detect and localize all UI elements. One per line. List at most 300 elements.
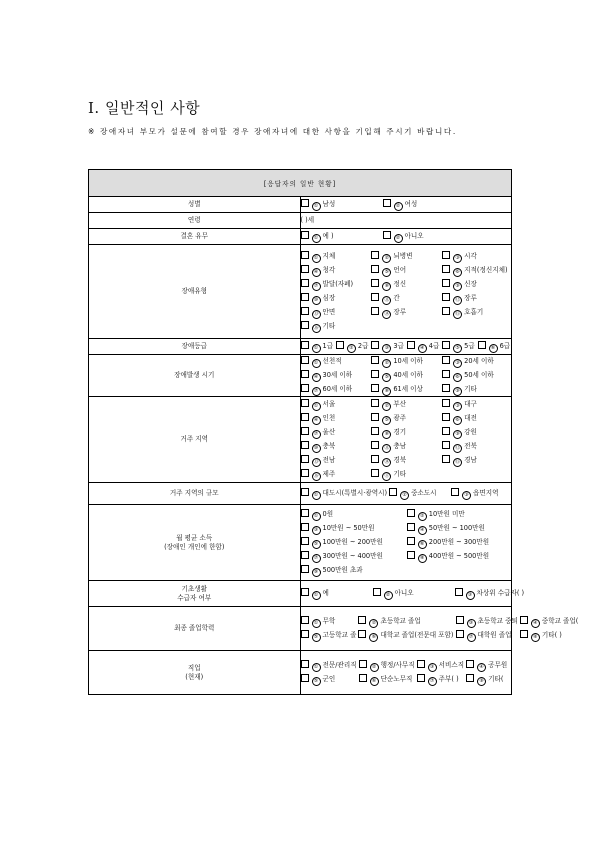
option-number: ① xyxy=(312,202,321,211)
option-item[interactable] xyxy=(455,588,525,600)
option-number: ⑤ xyxy=(382,416,391,425)
option-label: 50만원 ~ 100만원 xyxy=(428,523,485,532)
option-item[interactable] xyxy=(301,588,371,600)
option-item[interactable] xyxy=(301,216,512,225)
option-number: ④ xyxy=(531,619,540,628)
option-label: 20세 이하 xyxy=(464,356,494,365)
option-label: 여성 xyxy=(404,199,418,208)
option-label: 청각 xyxy=(322,265,336,274)
option-item[interactable] xyxy=(371,427,440,439)
option-item[interactable] xyxy=(301,384,370,396)
option-label: 경기 xyxy=(393,427,407,436)
option-number: ⑤ xyxy=(453,344,462,353)
option-number: ② xyxy=(347,344,356,353)
checkbox[interactable] xyxy=(371,341,379,349)
option-item[interactable] xyxy=(301,523,405,535)
checkbox[interactable] xyxy=(301,660,309,668)
checkbox[interactable] xyxy=(442,441,450,449)
checkbox[interactable] xyxy=(371,293,379,301)
option-item[interactable] xyxy=(407,341,440,353)
option-grid xyxy=(301,660,512,686)
option-item[interactable] xyxy=(371,441,440,453)
option-number: ⑥ xyxy=(370,677,379,686)
option-label: 언어 xyxy=(393,265,407,274)
option-item[interactable] xyxy=(301,488,388,500)
option-number: ⑥ xyxy=(453,373,462,382)
checkbox[interactable] xyxy=(407,341,415,349)
checkbox[interactable] xyxy=(466,674,474,682)
option-grid xyxy=(301,231,512,243)
option-label: 전남 xyxy=(322,455,336,464)
option-item[interactable] xyxy=(371,251,440,263)
checkbox[interactable] xyxy=(371,469,379,477)
field-label-text: 장애발생 시기 xyxy=(174,371,215,379)
checkbox[interactable] xyxy=(442,413,450,421)
checkbox[interactable] xyxy=(301,537,309,545)
form-row xyxy=(89,213,512,229)
checkbox[interactable] xyxy=(442,427,450,435)
field-options xyxy=(300,245,512,339)
option-label: 대도시(특별시·광역시) xyxy=(322,488,388,497)
option-item[interactable] xyxy=(417,674,464,686)
respondent-info-table xyxy=(88,169,579,695)
option-number: ⑦ xyxy=(467,633,476,642)
option-item[interactable] xyxy=(301,307,370,319)
checkbox[interactable] xyxy=(301,674,309,682)
option-item[interactable] xyxy=(383,231,463,243)
checkbox[interactable] xyxy=(301,265,309,273)
option-label: 지체 xyxy=(322,251,336,260)
option-item[interactable] xyxy=(442,279,511,291)
checkbox[interactable] xyxy=(466,660,474,668)
option-item[interactable] xyxy=(301,321,370,333)
checkbox[interactable] xyxy=(301,523,309,531)
checkbox[interactable] xyxy=(371,307,379,315)
option-item[interactable] xyxy=(371,356,440,368)
option-item[interactable] xyxy=(371,413,440,425)
option-grid xyxy=(301,399,512,481)
option-item[interactable] xyxy=(301,265,370,277)
checkbox[interactable] xyxy=(359,674,367,682)
table-header: [응답자의 일반 현황] xyxy=(89,170,512,197)
option-item[interactable] xyxy=(301,441,370,453)
option-item[interactable] xyxy=(359,674,415,686)
option-number: ② xyxy=(394,202,403,211)
option-label: 안면 xyxy=(322,307,336,316)
option-item[interactable] xyxy=(442,341,475,353)
checkbox[interactable] xyxy=(371,265,379,273)
option-item[interactable] xyxy=(456,630,518,642)
option-label: 4급 xyxy=(428,341,440,350)
checkbox[interactable] xyxy=(301,551,309,559)
option-label: 아니오 xyxy=(404,231,424,240)
option-item[interactable] xyxy=(301,341,334,353)
option-item[interactable] xyxy=(371,370,440,382)
checkbox[interactable] xyxy=(478,341,486,349)
option-item[interactable] xyxy=(358,616,453,628)
option-item[interactable] xyxy=(301,370,370,382)
option-item[interactable] xyxy=(466,660,511,672)
option-item[interactable] xyxy=(301,231,381,243)
checkbox[interactable] xyxy=(301,341,309,349)
option-number: ⑯ xyxy=(313,472,319,479)
option-item[interactable] xyxy=(442,370,511,382)
checkbox[interactable] xyxy=(301,199,309,207)
option-label: ( )세 xyxy=(300,216,315,224)
option-number: ① xyxy=(312,591,321,600)
checkbox[interactable] xyxy=(301,293,309,301)
option-item[interactable] xyxy=(442,399,511,411)
option-item[interactable] xyxy=(373,588,453,600)
checkbox[interactable] xyxy=(371,441,379,449)
checkbox[interactable] xyxy=(371,384,379,392)
option-item[interactable] xyxy=(466,674,511,686)
form-row xyxy=(89,581,512,607)
option-item[interactable] xyxy=(442,455,511,467)
checkbox[interactable] xyxy=(442,279,450,287)
checkbox[interactable] xyxy=(358,630,366,638)
option-number: ⑯ xyxy=(313,324,319,331)
checkbox[interactable] xyxy=(417,674,425,682)
option-number: ⑧ xyxy=(531,633,540,642)
field-options xyxy=(300,197,512,213)
option-number: ⑤ xyxy=(382,373,391,382)
checkbox[interactable] xyxy=(389,488,397,496)
option-item[interactable] xyxy=(451,488,511,500)
option-number: ⑦ xyxy=(312,282,321,291)
option-item[interactable] xyxy=(371,341,404,353)
checkbox[interactable] xyxy=(371,427,379,435)
field-label xyxy=(89,397,301,483)
option-number: ⑩ xyxy=(312,444,321,453)
option-item[interactable] xyxy=(442,265,511,277)
checkbox[interactable] xyxy=(442,307,450,315)
option-label: 공무원 xyxy=(488,660,508,669)
option-number: ⑰ xyxy=(384,472,390,479)
option-label: 기타 xyxy=(322,321,336,330)
option-number: ⑭ xyxy=(384,458,390,465)
option-label: 경북 xyxy=(393,455,407,464)
option-number: ① xyxy=(312,344,321,353)
option-label: 예 ) xyxy=(322,231,334,240)
option-label: 광주 xyxy=(393,413,407,422)
option-number: ① xyxy=(312,234,321,243)
option-grid xyxy=(301,216,512,225)
option-label: 대전 xyxy=(464,413,477,422)
option-item[interactable] xyxy=(301,469,370,481)
checkbox[interactable] xyxy=(455,588,463,596)
checkbox[interactable] xyxy=(301,356,309,364)
field-label-text: 연령 xyxy=(187,216,201,224)
checkbox[interactable] xyxy=(451,488,459,496)
option-item[interactable] xyxy=(371,265,440,277)
checkbox[interactable] xyxy=(301,231,309,239)
option-item[interactable] xyxy=(301,630,357,642)
checkbox[interactable] xyxy=(407,523,415,531)
field-label xyxy=(89,229,301,245)
option-number: ④ xyxy=(312,268,321,277)
option-item[interactable] xyxy=(301,279,370,291)
option-label: 61세 이상 xyxy=(393,384,423,393)
checkbox[interactable] xyxy=(371,370,379,378)
option-label: 1급 xyxy=(322,341,334,350)
option-item[interactable] xyxy=(371,399,440,411)
checkbox[interactable] xyxy=(442,370,450,378)
option-grid xyxy=(301,509,512,577)
form-row xyxy=(89,483,512,505)
option-item[interactable] xyxy=(301,293,370,305)
option-label: 울산 xyxy=(322,427,336,436)
option-number: ⑪ xyxy=(384,444,390,451)
form-row xyxy=(89,397,512,483)
checkbox[interactable] xyxy=(442,356,450,364)
checkbox[interactable] xyxy=(301,616,309,624)
option-number: ④ xyxy=(477,663,486,672)
option-label: 심장 xyxy=(322,293,336,302)
option-item[interactable] xyxy=(301,509,405,521)
checkbox[interactable] xyxy=(301,384,309,392)
checkbox[interactable] xyxy=(442,251,450,259)
checkbox[interactable] xyxy=(371,455,379,463)
field-options xyxy=(300,229,512,245)
option-label: 예 xyxy=(322,588,329,597)
option-grid xyxy=(301,341,512,353)
option-item[interactable] xyxy=(442,441,511,453)
option-label: 호흡기 xyxy=(464,307,484,316)
checkbox[interactable] xyxy=(407,509,415,517)
option-item[interactable] xyxy=(301,565,405,577)
checkbox[interactable] xyxy=(301,588,309,596)
option-number: ⑦ xyxy=(312,554,321,563)
option-grid xyxy=(301,251,512,333)
option-item[interactable] xyxy=(407,551,511,563)
option-item[interactable] xyxy=(301,413,370,425)
option-label: 10만원 ~ 50만원 xyxy=(322,523,375,532)
option-number: ⑤ xyxy=(312,540,321,549)
option-number: ② xyxy=(394,234,403,243)
option-item[interactable] xyxy=(301,551,405,563)
field-label-text: 월 평균 소득 xyxy=(176,533,213,542)
checkbox[interactable] xyxy=(383,199,391,207)
option-item[interactable] xyxy=(336,341,369,353)
option-item[interactable] xyxy=(407,523,511,535)
option-number: ② xyxy=(418,512,427,521)
option-item[interactable] xyxy=(442,384,511,396)
option-item[interactable] xyxy=(301,356,370,368)
checkbox[interactable] xyxy=(336,341,344,349)
checkbox[interactable] xyxy=(456,630,464,638)
option-item[interactable] xyxy=(371,455,440,467)
option-number: ② xyxy=(382,254,391,263)
checkbox[interactable] xyxy=(442,341,450,349)
checkbox[interactable] xyxy=(301,399,309,407)
option-label: 3급 xyxy=(393,341,404,350)
checkbox[interactable] xyxy=(442,384,450,392)
option-number: ① xyxy=(312,619,321,628)
option-label: 서비스직 xyxy=(438,660,465,669)
option-number: ⑫ xyxy=(455,296,461,303)
option-label: 60세 이하 xyxy=(322,384,353,393)
option-label: 대구 xyxy=(464,399,477,408)
checkbox[interactable] xyxy=(301,565,309,573)
section-title: I. 일반적인 사항 xyxy=(88,99,201,117)
field-label-text: (장애인 개인에 한함) xyxy=(164,542,225,551)
option-label: 30세 이하 xyxy=(322,370,353,379)
checkbox[interactable] xyxy=(371,399,379,407)
checkbox[interactable] xyxy=(520,616,528,624)
checkbox[interactable] xyxy=(371,356,379,364)
checkbox[interactable] xyxy=(301,509,309,517)
checkbox[interactable] xyxy=(520,630,528,638)
checkbox[interactable] xyxy=(371,251,379,259)
option-item[interactable] xyxy=(301,616,357,628)
option-number: ⑤ xyxy=(312,633,321,642)
option-item[interactable] xyxy=(442,356,511,368)
checkbox[interactable] xyxy=(373,588,381,596)
option-item[interactable] xyxy=(301,660,357,672)
option-item[interactable] xyxy=(301,455,370,467)
option-label: 500만원 초과 xyxy=(322,565,363,574)
checkbox[interactable] xyxy=(301,441,309,449)
field-label-text: 성별 xyxy=(187,200,201,208)
option-number: ⑤ xyxy=(382,268,391,277)
option-item[interactable] xyxy=(520,630,579,642)
checkbox[interactable] xyxy=(301,370,309,378)
checkbox[interactable] xyxy=(301,455,309,463)
checkbox[interactable] xyxy=(417,660,425,668)
checkbox[interactable] xyxy=(301,279,309,287)
checkbox[interactable] xyxy=(442,399,450,407)
option-item[interactable] xyxy=(456,616,518,628)
option-number: ⑮ xyxy=(455,458,461,465)
checkbox[interactable] xyxy=(301,413,309,421)
option-item[interactable] xyxy=(301,427,370,439)
option-item[interactable] xyxy=(371,279,440,291)
option-label: 대학교 졸업(전문대 포함) xyxy=(380,630,454,639)
checkbox[interactable] xyxy=(301,321,309,329)
option-item[interactable] xyxy=(407,537,511,549)
option-label: 전북 xyxy=(464,441,477,450)
option-item[interactable] xyxy=(442,307,511,319)
option-item[interactable] xyxy=(442,251,511,263)
option-item[interactable] xyxy=(442,427,511,439)
field-label xyxy=(89,505,301,581)
checkbox[interactable] xyxy=(407,537,415,545)
checkbox[interactable] xyxy=(301,251,309,259)
option-number: ⑧ xyxy=(418,554,427,563)
checkbox[interactable] xyxy=(301,488,309,496)
option-number: ① xyxy=(312,359,321,368)
checkbox[interactable] xyxy=(442,265,450,273)
checkbox[interactable] xyxy=(358,616,366,624)
option-item[interactable] xyxy=(301,251,370,263)
option-label: 단순노무직 xyxy=(380,674,413,683)
option-grid xyxy=(301,488,512,500)
checkbox[interactable] xyxy=(301,307,309,315)
checkbox[interactable] xyxy=(371,413,379,421)
option-number: ⑥ xyxy=(453,416,462,425)
checkbox[interactable] xyxy=(442,293,450,301)
checkbox[interactable] xyxy=(442,455,450,463)
option-label: 400만원 ~ 500만원 xyxy=(428,551,490,560)
option-item[interactable] xyxy=(371,307,440,319)
option-item[interactable] xyxy=(442,293,511,305)
option-number: ① xyxy=(312,491,321,500)
option-label: 강원 xyxy=(464,427,477,436)
option-number: ⑥ xyxy=(369,633,378,642)
option-number: ① xyxy=(312,402,321,411)
option-item[interactable] xyxy=(301,537,405,549)
option-label: 충남 xyxy=(393,441,407,450)
checkbox[interactable] xyxy=(383,231,391,239)
option-item[interactable] xyxy=(359,660,415,672)
option-item[interactable] xyxy=(417,660,464,672)
checkbox[interactable] xyxy=(456,616,464,624)
checkbox[interactable] xyxy=(371,279,379,287)
option-number: ② xyxy=(384,591,393,600)
option-label: 중소도시 xyxy=(411,488,437,497)
option-item[interactable] xyxy=(358,630,453,642)
option-label: 남성 xyxy=(322,199,336,208)
option-label: 시각 xyxy=(464,251,477,260)
checkbox[interactable] xyxy=(359,660,367,668)
option-item[interactable] xyxy=(301,199,381,211)
option-label: 6급 xyxy=(499,341,511,350)
field-label xyxy=(89,197,301,213)
option-item[interactable] xyxy=(478,341,511,353)
option-number: ③ xyxy=(466,591,475,600)
form-row xyxy=(89,505,512,581)
option-grid xyxy=(301,588,525,600)
option-label: 행정/사무직 xyxy=(380,660,415,669)
option-label: 2급 xyxy=(357,341,369,350)
option-item[interactable] xyxy=(371,293,440,305)
option-item[interactable] xyxy=(383,199,463,211)
option-label: 발달(자폐) xyxy=(322,279,354,288)
instruction-note: ※ 장애자녀 부모가 설문에 참여할 경우 장애자녀에 대한 사항을 기입해 주시기 바랍니다. xyxy=(88,127,457,136)
checkbox[interactable] xyxy=(407,551,415,559)
option-label: 충북 xyxy=(322,441,336,450)
option-item[interactable] xyxy=(407,509,511,521)
option-number: ② xyxy=(382,402,391,411)
option-item[interactable] xyxy=(301,399,370,411)
option-number: ④ xyxy=(312,416,321,425)
option-label: 200만원 ~ 300만원 xyxy=(428,537,490,546)
field-label-text: 기초생활 xyxy=(181,584,207,593)
checkbox[interactable] xyxy=(301,469,309,477)
option-item[interactable] xyxy=(301,674,357,686)
option-number: ② xyxy=(382,359,391,368)
option-label: 기타( ) xyxy=(541,630,562,639)
option-label: 기타 xyxy=(393,469,407,478)
option-number: ③ xyxy=(462,491,471,500)
checkbox[interactable] xyxy=(301,427,309,435)
option-number: ⑨ xyxy=(453,387,462,396)
option-label: 주부( ) xyxy=(438,674,459,683)
option-item[interactable] xyxy=(371,469,440,481)
option-number: ⑬ xyxy=(313,458,319,465)
field-label xyxy=(89,245,301,339)
option-item[interactable] xyxy=(389,488,449,500)
option-item[interactable] xyxy=(520,616,579,628)
option-number: ⑧ xyxy=(382,282,391,291)
checkbox[interactable] xyxy=(301,630,309,638)
option-item[interactable] xyxy=(442,413,511,425)
option-number: ① xyxy=(312,663,321,672)
field-label-text: 결혼 유무 xyxy=(180,232,209,240)
option-number: ⑦ xyxy=(312,430,321,439)
option-item[interactable] xyxy=(371,384,440,396)
